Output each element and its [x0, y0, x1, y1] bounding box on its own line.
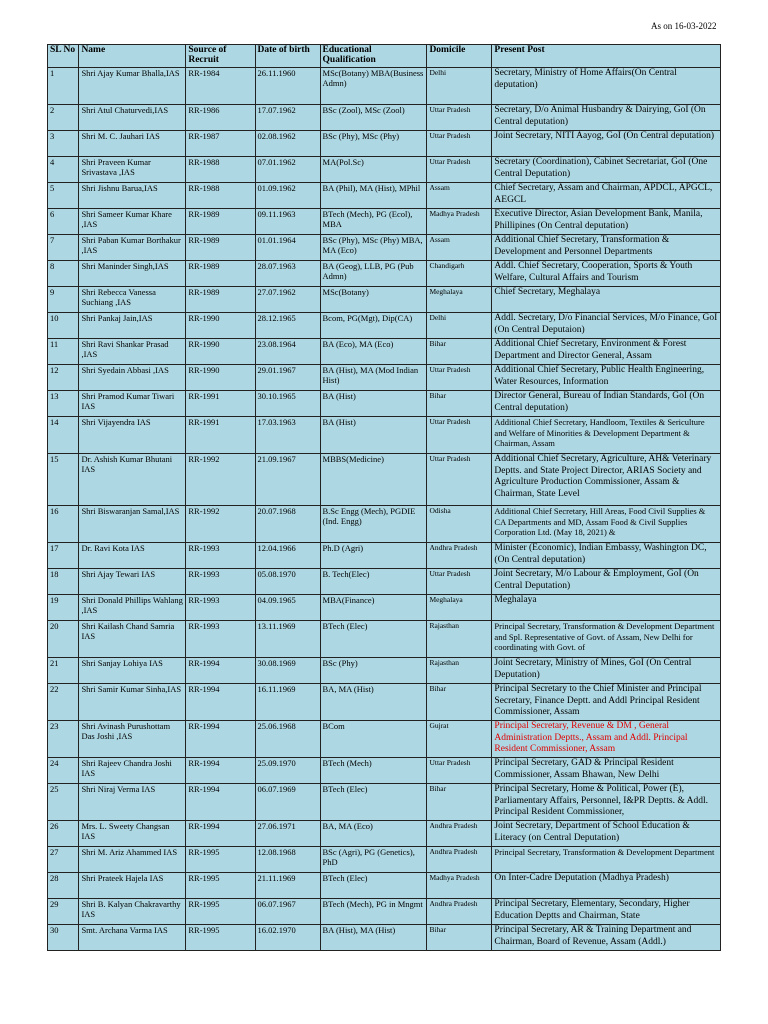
cell-present-post: Additional Chief Secretary, Environment & Forest Department and Director General, Assam — [492, 339, 721, 365]
cell-name: Shri Ajay Tewari IAS — [79, 569, 186, 595]
table-row — [48, 313, 721, 339]
table-row — [48, 543, 721, 569]
cell-present-post: Secretary, D/o Animal Husbandry & Dairying, GoI (On Central deputation) — [492, 105, 721, 131]
cell-education: Ph.D (Agri) — [320, 543, 427, 569]
cell-dob: 01.09.1962 — [255, 183, 320, 209]
cell-present-post: Principal Secretary, Transformation & Development Department — [492, 847, 721, 873]
cell-domicile: Andhra Pradesh — [427, 543, 492, 569]
cell-dob: 30.10.1965 — [255, 391, 320, 417]
table-row — [48, 595, 721, 621]
cell-source: RR-1993 — [186, 569, 255, 595]
cell-name: Shri B. Kalyan Chakravarthy IAS — [79, 899, 186, 925]
cell-domicile: Uttar Pradesh — [427, 365, 492, 391]
table-body — [48, 68, 721, 951]
cell-education: BTech (Elec) — [320, 621, 427, 658]
cell-domicile: Uttar Pradesh — [427, 569, 492, 595]
table-row — [48, 157, 721, 183]
cell-domicile: Uttar Pradesh — [427, 417, 492, 454]
cell-education: BTech (Elec) — [320, 784, 427, 821]
cell-sl-no: 19 — [48, 595, 79, 621]
cell-education: BA, MA (Eco) — [320, 821, 427, 847]
cell-source: RR-1995 — [186, 873, 255, 899]
cell-sl-no: 5 — [48, 183, 79, 209]
cell-education: BTech (Mech), PG in Mngmt — [320, 899, 427, 925]
cell-domicile: Gujrat — [427, 721, 492, 758]
cell-present-post: Director General, Bureau of Indian Standards, GoI (On Central deputation) — [492, 391, 721, 417]
cell-domicile: Meghalaya — [427, 595, 492, 621]
table-row — [48, 758, 721, 784]
cell-source: RR-1988 — [186, 157, 255, 183]
cell-sl-no: 25 — [48, 784, 79, 821]
cell-sl-no: 24 — [48, 758, 79, 784]
cell-dob: 21.09.1967 — [255, 454, 320, 506]
cell-present-post: Additional Chief Secretary, Agriculture, AH& Veterinary Deptts. and State Project Director, ARIAS Society and Agriculture Production Commissioner, Assam & Chairman, State Level — [492, 454, 721, 506]
cell-source: RR-1994 — [186, 658, 255, 684]
cell-dob: 13.11.1969 — [255, 621, 320, 658]
cell-dob: 01.01.1964 — [255, 235, 320, 261]
cell-dob: 26.11.1960 — [255, 68, 320, 105]
cell-domicile: Bihar — [427, 684, 492, 721]
header-source: Source of Recruit — [186, 45, 255, 68]
cell-present-post: Additional Chief Secretary, Public Health Engineering, Water Resources, Information — [492, 365, 721, 391]
cell-source: RR-1992 — [186, 454, 255, 506]
cell-name: Shri Prateek Hajela IAS — [79, 873, 186, 899]
table-row — [48, 784, 721, 821]
cell-source: RR-1989 — [186, 235, 255, 261]
cell-source: RR-1994 — [186, 784, 255, 821]
table-row — [48, 105, 721, 131]
cell-source: RR-1994 — [186, 821, 255, 847]
cell-domicile: Uttar Pradesh — [427, 131, 492, 157]
cell-source: RR-1995 — [186, 847, 255, 873]
cell-source: RR-1994 — [186, 758, 255, 784]
cell-name: Shri M. Ariz Ahammed IAS — [79, 847, 186, 873]
cell-domicile: Meghalaya — [427, 287, 492, 313]
cell-present-post: Secretary (Coordination), Cabinet Secretariat, GoI (One Central Deputation) — [492, 157, 721, 183]
cell-domicile: Uttar Pradesh — [427, 454, 492, 506]
cell-education: B.Sc Engg (Mech), PGDIE (Ind. Engg) — [320, 506, 427, 543]
cell-dob: 12.08.1968 — [255, 847, 320, 873]
cell-domicile: Delhi — [427, 68, 492, 105]
table-row — [48, 899, 721, 925]
cell-name: Shri Ravi Shankar Prasad ,IAS — [79, 339, 186, 365]
cell-sl-no: 1 — [48, 68, 79, 105]
cell-dob: 29.01.1967 — [255, 365, 320, 391]
cell-domicile: Assam — [427, 235, 492, 261]
cell-sl-no: 17 — [48, 543, 79, 569]
cell-name: Shri Samir Kumar Sinha,IAS — [79, 684, 186, 721]
cell-present-post: Joint Secretary, Ministry of Mines, GoI (On Central Deputation) — [492, 658, 721, 684]
table-row — [48, 235, 721, 261]
cell-present-post: Principal Secretary, Transformation & Development Department and Spl. Representative of Govt. of Assam, New Delhi for coordinating with Govt. of — [492, 621, 721, 658]
cell-name: Shri Paban Kumar Borthakur ,IAS — [79, 235, 186, 261]
table-row — [48, 365, 721, 391]
cell-education: BA (Hist), MA (Mod Indian Hist) — [320, 365, 427, 391]
table-row — [48, 658, 721, 684]
cell-source: RR-1987 — [186, 131, 255, 157]
cell-source: RR-1993 — [186, 543, 255, 569]
cell-education: BSc (Phy), MSc (Phy) — [320, 131, 427, 157]
cell-domicile: Andhra Pradesh — [427, 847, 492, 873]
cell-education: B. Tech(Elec) — [320, 569, 427, 595]
header-present-post: Present Post — [492, 45, 721, 68]
cell-education: BA (Hist), MA (Hist) — [320, 925, 427, 951]
cell-dob: 04.09.1965 — [255, 595, 320, 621]
cell-education: MSc(Botany) — [320, 287, 427, 313]
cell-present-post: Chief Secretary, Assam and Chairman, APDCL, APGCL, AEGCL — [492, 183, 721, 209]
cell-dob: 06.07.1969 — [255, 784, 320, 821]
cell-education: BTech (Elec) — [320, 873, 427, 899]
cell-domicile: Madhya Pradesh — [427, 209, 492, 235]
cell-name: Smt. Archana Varma IAS — [79, 925, 186, 951]
cell-dob: 05.08.1970 — [255, 569, 320, 595]
cell-sl-no: 18 — [48, 569, 79, 595]
cell-name: Shri Pramod Kumar Tiwari IAS — [79, 391, 186, 417]
table-row — [48, 261, 721, 287]
table-row — [48, 209, 721, 235]
table-row — [48, 684, 721, 721]
cell-present-post: Additional Chief Secretary, Hill Areas, Food Civil Supplies & CA Departments and MD, Assam Food & Civil Supplies Corporation Ltd. (May 18, 2021) & — [492, 506, 721, 543]
cell-domicile: Uttar Pradesh — [427, 105, 492, 131]
cell-name: Shri M. C. Jauhari IAS — [79, 131, 186, 157]
cell-domicile: Uttar Pradesh — [427, 157, 492, 183]
cell-sl-no: 8 — [48, 261, 79, 287]
cell-sl-no: 3 — [48, 131, 79, 157]
table-row — [48, 821, 721, 847]
cell-name: Shri Atul Chaturvedi,IAS — [79, 105, 186, 131]
cell-dob: 28.07.1963 — [255, 261, 320, 287]
cell-sl-no: 10 — [48, 313, 79, 339]
table-row — [48, 569, 721, 595]
cell-education: BA (Eco), MA (Eco) — [320, 339, 427, 365]
cell-dob: 21.11.1969 — [255, 873, 320, 899]
cell-sl-no: 23 — [48, 721, 79, 758]
cell-sl-no: 6 — [48, 209, 79, 235]
cell-sl-no: 27 — [48, 847, 79, 873]
cell-source: RR-1988 — [186, 183, 255, 209]
cell-sl-no: 15 — [48, 454, 79, 506]
cell-present-post: Secretary, Ministry of Home Affairs(On Central deputation) — [492, 68, 721, 105]
table-row — [48, 506, 721, 543]
cell-source: RR-1993 — [186, 595, 255, 621]
table-row — [48, 417, 721, 454]
cell-domicile: Bihar — [427, 391, 492, 417]
table-header-row — [48, 45, 721, 68]
cell-present-post: Additional Chief Secretary, Transformation & Development and Personnel Departments — [492, 235, 721, 261]
cell-education: BA (Geog), LLB, PG (Pub Admn) — [320, 261, 427, 287]
cell-domicile: Delhi — [427, 313, 492, 339]
header-sl-no: SL No — [48, 45, 79, 68]
cell-present-post: Joint Secretary, M/o Labour & Employment, GoI (On Central Deputation) — [492, 569, 721, 595]
cell-name: Shri Ajay Kumar Bhalla,IAS — [79, 68, 186, 105]
table-row — [48, 454, 721, 506]
cell-sl-no: 4 — [48, 157, 79, 183]
table-row — [48, 339, 721, 365]
table-row — [48, 873, 721, 899]
cell-sl-no: 29 — [48, 899, 79, 925]
cell-dob: 20.07.1968 — [255, 506, 320, 543]
cell-education: BA (Phil), MA (Hist), MPhil — [320, 183, 427, 209]
cell-sl-no: 28 — [48, 873, 79, 899]
cell-name: Shri Rajeev Chandra Joshi IAS — [79, 758, 186, 784]
header-domicile: Domicile — [427, 45, 492, 68]
cell-sl-no: 13 — [48, 391, 79, 417]
cell-dob: 27.06.1971 — [255, 821, 320, 847]
cell-education: BTech (Mech) — [320, 758, 427, 784]
cell-education: BTech (Mech), PG (Ecol), MBA — [320, 209, 427, 235]
officers-table — [47, 44, 721, 951]
cell-sl-no: 26 — [48, 821, 79, 847]
table-row — [48, 287, 721, 313]
cell-dob: 27.07.1962 — [255, 287, 320, 313]
cell-dob: 17.03.1963 — [255, 417, 320, 454]
cell-present-post: Addl. Secretary, D/o Financial Services, M/o Finance, GoI (On Central Deputaion) — [492, 313, 721, 339]
cell-education: BSc (Phy), MSc (Phy) MBA, MA (Eco) — [320, 235, 427, 261]
cell-source: RR-1990 — [186, 339, 255, 365]
cell-domicile: Assam — [427, 183, 492, 209]
cell-sl-no: 21 — [48, 658, 79, 684]
cell-dob: 30.08.1969 — [255, 658, 320, 684]
cell-source: RR-1995 — [186, 925, 255, 951]
cell-present-post: Principal Secretary, Revenue & DM , General Administration Deptts., Assam and Addl. Principal Resident Commissioner, Assam — [492, 721, 721, 758]
table-row — [48, 391, 721, 417]
cell-present-post: Principal Secretary, Home & Political, Power (E), Parliamentary Affairs, Personnel, I&PR Deptts. & Addl. Principal Resident Commissioner, — [492, 784, 721, 821]
cell-source: RR-1989 — [186, 261, 255, 287]
cell-education: MSc(Botany) MBA(Business Admn) — [320, 68, 427, 105]
cell-source: RR-1990 — [186, 313, 255, 339]
cell-present-post: Principal Secretary to the Chief Minister and Principal Secretary, Finance Deptt. and Addl Principal Resident Commissioner, Assam — [492, 684, 721, 721]
cell-education: BSc (Agri), PG (Genetics), PhD — [320, 847, 427, 873]
cell-name: Shri Pankaj Jain,IAS — [79, 313, 186, 339]
cell-education: BA, MA (Hist) — [320, 684, 427, 721]
cell-education: BA (Hist) — [320, 417, 427, 454]
cell-sl-no: 30 — [48, 925, 79, 951]
table-row — [48, 68, 721, 105]
cell-name: Dr. Ravi Kota IAS — [79, 543, 186, 569]
as-on-date: As on 16-03-2022 — [651, 21, 717, 31]
cell-present-post: Executive Director, Asian Development Bank, Manila, Phillipines (On Central deputation) — [492, 209, 721, 235]
cell-name: Shri Maninder Singh,IAS — [79, 261, 186, 287]
cell-domicile: Rajasthan — [427, 658, 492, 684]
cell-domicile: Bihar — [427, 339, 492, 365]
cell-sl-no: 12 — [48, 365, 79, 391]
cell-source: RR-1995 — [186, 899, 255, 925]
cell-name: Shri Donald Phillips Wahlang ,IAS — [79, 595, 186, 621]
header-dob: Date of birth — [255, 45, 320, 68]
cell-present-post: On Inter-Cadre Deputation (Madhya Pradesh) — [492, 873, 721, 899]
table-row — [48, 621, 721, 658]
cell-source: RR-1989 — [186, 209, 255, 235]
cell-name: Shri Niraj Verma IAS — [79, 784, 186, 821]
table-row — [48, 847, 721, 873]
cell-source: RR-1984 — [186, 68, 255, 105]
cell-domicile: Odisha — [427, 506, 492, 543]
cell-domicile: Andhra Pradesh — [427, 899, 492, 925]
cell-source: RR-1994 — [186, 721, 255, 758]
cell-dob: 28.12.1965 — [255, 313, 320, 339]
cell-name: Shri Rebecca Vanessa Suchiang ,IAS — [79, 287, 186, 313]
cell-sl-no: 9 — [48, 287, 79, 313]
cell-name: Dr. Ashish Kumar Bhutani IAS — [79, 454, 186, 506]
cell-source: RR-1991 — [186, 417, 255, 454]
cell-domicile: Andhra Pradesh — [427, 821, 492, 847]
cell-source: RR-1992 — [186, 506, 255, 543]
cell-name: Shri Vijayendra IAS — [79, 417, 186, 454]
cell-name: Mrs. L. Sweety Changsan IAS — [79, 821, 186, 847]
cell-present-post: Addl. Chief Secretary, Cooperation, Sports & Youth Welfare, Cultural Affairs and Tourism — [492, 261, 721, 287]
cell-present-post: Minister (Economic), Indian Embassy, Washington DC, (On Central deputation) — [492, 543, 721, 569]
cell-education: MA(Pol.Sc) — [320, 157, 427, 183]
cell-dob: 16.11.1969 — [255, 684, 320, 721]
cell-name: Shri Sameer Kumar Khare ,IAS — [79, 209, 186, 235]
cell-dob: 07.01.1962 — [255, 157, 320, 183]
cell-dob: 25.09.1970 — [255, 758, 320, 784]
cell-name: Shri Jishnu Barua,IAS — [79, 183, 186, 209]
cell-domicile: Chandigarh — [427, 261, 492, 287]
cell-name: Shri Sanjay Lohiya IAS — [79, 658, 186, 684]
cell-present-post: Meghalaya — [492, 595, 721, 621]
cell-source: RR-1994 — [186, 684, 255, 721]
cell-education: BSc (Phy) — [320, 658, 427, 684]
cell-sl-no: 16 — [48, 506, 79, 543]
table-row — [48, 925, 721, 951]
cell-dob: 12.04.1966 — [255, 543, 320, 569]
cell-present-post: Principal Secretary, AR & Training Department and Chairman, Board of Revenue, Assam (Addl.) — [492, 925, 721, 951]
cell-domicile: Rajasthan — [427, 621, 492, 658]
cell-source: RR-1986 — [186, 105, 255, 131]
cell-dob: 06.07.1967 — [255, 899, 320, 925]
cell-present-post: Principal Secretary, GAD & Principal Resident Commissioner, Assam Bhawan, New Delhi — [492, 758, 721, 784]
cell-sl-no: 11 — [48, 339, 79, 365]
cell-domicile: Bihar — [427, 784, 492, 821]
cell-sl-no: 7 — [48, 235, 79, 261]
cell-name: Shri Biswaranjan Samal,IAS — [79, 506, 186, 543]
cell-education: BSc (Zool), MSc (Zool) — [320, 105, 427, 131]
cell-sl-no: 22 — [48, 684, 79, 721]
header-name: Name — [79, 45, 186, 68]
cell-education: MBA(Finance) — [320, 595, 427, 621]
cell-name: Shri Praveen Kumar Srivastava ,IAS — [79, 157, 186, 183]
cell-source: RR-1990 — [186, 365, 255, 391]
cell-dob: 25.06.1968 — [255, 721, 320, 758]
cell-present-post: Chief Secretary, Meghalaya — [492, 287, 721, 313]
cell-education: BCom — [320, 721, 427, 758]
table-row — [48, 131, 721, 157]
cell-source: RR-1989 — [186, 287, 255, 313]
cell-sl-no: 2 — [48, 105, 79, 131]
cell-present-post: Additional Chief Secretary, Handloom, Textiles & Sericulture and Welfare of Minorities & Development Department & Chairman, Assam — [492, 417, 721, 454]
cell-source: RR-1993 — [186, 621, 255, 658]
cell-dob: 23.08.1964 — [255, 339, 320, 365]
cell-dob: 02.08.1962 — [255, 131, 320, 157]
cell-name: Shri Avinash Purushottam Das Joshi ,IAS — [79, 721, 186, 758]
cell-domicile: Uttar Pradesh — [427, 758, 492, 784]
cell-present-post: Joint Secretary, NITI Aayog, GoI (On Central deputation) — [492, 131, 721, 157]
cell-domicile: Madhya Pradesh — [427, 873, 492, 899]
cell-present-post: Principal Secretary, Elementary, Secondary, Higher Education Deptts and Chairman, State — [492, 899, 721, 925]
cell-sl-no: 14 — [48, 417, 79, 454]
cell-education: BA (Hist) — [320, 391, 427, 417]
cell-name: Shri Kailash Chand Samria IAS — [79, 621, 186, 658]
table-row — [48, 721, 721, 758]
cell-present-post: Joint Secretary, Department of School Education & Literacy (on Central Deputation) — [492, 821, 721, 847]
cell-name: Shri Syedain Abbasi ,IAS — [79, 365, 186, 391]
table-row — [48, 183, 721, 209]
cell-sl-no: 20 — [48, 621, 79, 658]
cell-dob: 16.02.1970 — [255, 925, 320, 951]
cell-education: Bcom, PG(Mgt), Dip(CA) — [320, 313, 427, 339]
cell-source: RR-1991 — [186, 391, 255, 417]
cell-dob: 17.07.1962 — [255, 105, 320, 131]
cell-education: MBBS(Medicine) — [320, 454, 427, 506]
header-education: Educational Qualification — [320, 45, 427, 68]
cell-domicile: Bihar — [427, 925, 492, 951]
cell-dob: 09.11.1963 — [255, 209, 320, 235]
